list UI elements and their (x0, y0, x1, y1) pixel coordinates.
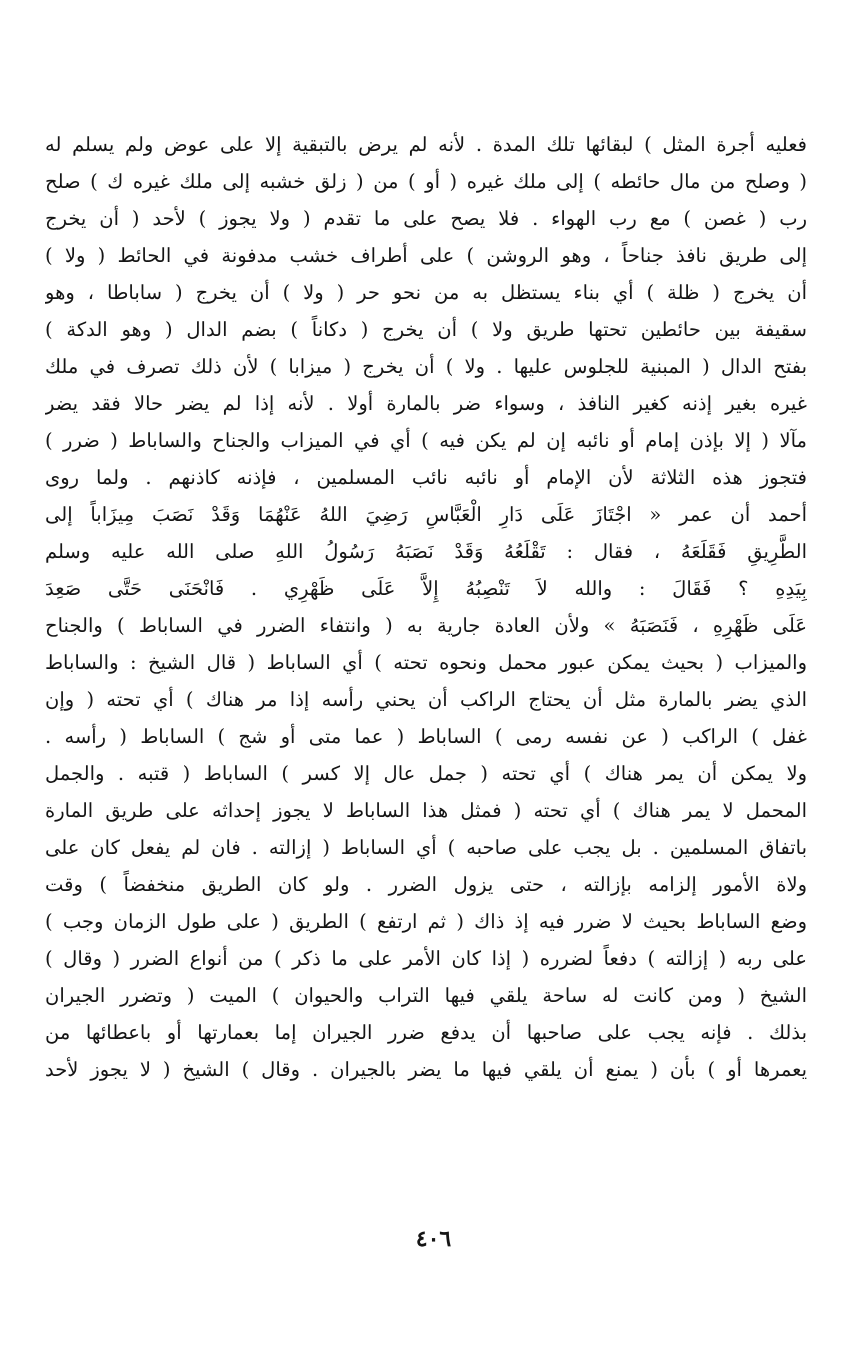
page-number: ٤٠٦ (415, 1226, 452, 1252)
text-line: وضع الساباط بحيث لا ضرر فيه إذ ذاك ( ثم ارتفع ) الطريق ( على طول الزمان وجب ) (45, 910, 807, 933)
text-line: غيره بغير إذنه كغير النافذ ، وسواء ضر بالمارة أولا . لأنه إذا لم يضر حالا فقد يضر (45, 392, 807, 415)
text-line: المحمل لا يمر هناك ) أي تحته ( فمثل هذا الساباط لا يجوز إحداثه على طريق المارة (45, 799, 807, 822)
text-line: باتفاق المسلمين . بل يجب على صاحبه ) أي الساباط ( إزالته . فان لم يفعل كان على (45, 836, 807, 859)
text-line: فتجوز هذه الثلاثة لأن الإمام أو نائبه نائب المسلمين ، فإذنه كاذنهم . ولما روى (45, 466, 807, 489)
text-line: عَلَى ظَهْرِهِ ، فَنَصَبَهُ » ولأن العادة جارية به ( وانتفاء الضرر في الساباط ) والجناح (45, 614, 807, 637)
text-line: إلى طريق نافذ جناحاً ، وهو الروشن ) على أطراف خشب مدفونة في الحائط ( ولا ) (45, 244, 807, 267)
text-line: فعليه أجرة المثل ) لبقائها تلك المدة . لأنه لم يرض بالتبقية إلا على عوض ولم يسلم له (45, 133, 807, 156)
text-line: الطَّرِيقِ فَقَلَعَهُ ، فقال : تَقْلَعُهُ وَقَدْ نَصَبَهُ رَسُولُ اللهِ صلى الله عليه وسلم (45, 540, 807, 563)
text-line: غفل ) الراكب ( عن نفسه رمى ) الساباط ( عما متى أو شج ) الساباط ( رأسه . (45, 725, 807, 748)
text-line: ولاة الأمور إلزامه بإزالته ، حتى يزول الضرر . ولو كان الطريق منخفضاً ) وقت (45, 873, 807, 896)
text-line: رب ( غصن ) مع رب الهواء . فلا يصح على ما تقدم ( ولا يجوز ) لأحد ( أن يخرج (45, 207, 807, 230)
text-line: سقيفة بين حائطين تحتها طريق ولا ) أن يخرج ( دكاناً ) بضم الدال ( وهو الدكة ) (45, 318, 807, 341)
text-line: بفتح الدال ( المبنية للجلوس عليها . ولا ) أن يخرج ( ميزابا ) لأن ذلك تصرف في ملك (45, 355, 807, 378)
text-line: الشيخ ( ومن كانت له ساحة يلقي فيها التراب والحيوان ) الميت ( وتضرر الجيران (45, 984, 807, 1007)
text-line: يعمرها أو ) بأن ( يمنع أن يلقي فيها ما يضر بالجيران . وقال ) الشيخ ( لا يجوز لأحد (45, 1058, 807, 1081)
text-line: والميزاب ( بحيث يمكن عبور محمل ونحوه تحته ) أي الساباط ( قال الشيخ : والساباط (45, 651, 807, 674)
text-line: الذي يضر بالمارة مثل أن يحتاج الراكب أن يحني رأسه إذا مر هناك ) أي تحته ( وإن (45, 688, 807, 711)
text-line: أن يخرج ( ظلة ) أي بناء يستظل به من نحو حر ( ولا ) أن يخرج ( ساباطا ، وهو (45, 281, 807, 304)
text-line: أحمد أن عمر « اجْتَازَ عَلَى دَارِ الْعَبَّاسِ رَضِيَ اللهُ عَنْهُمَا وَقَدْ نَصَبَ مِيزَاباً إلى (45, 503, 807, 526)
text-line: ولا يمكن أن يمر هناك ) أي تحته ( جمل عال إلا كسر ) الساباط ( قتبه . والجمل (45, 762, 807, 785)
text-line: على ربه ( إزالته ) دفعاً لضرره ( إذا كان الأمر على ما ذكر ) من أنواع الضرر ( وقال ) (45, 947, 807, 970)
text-line: بِيَدِهِ ؟ فَقَالَ : والله لاَ تَنْصِبُهُ إِلاَّ عَلَى ظَهْرِي . فَانْحَنَى حَتَّى صَعِدَ (45, 577, 807, 600)
text-line: مآلا ( إلا بإذن إمام أو نائبه إن لم يكن فيه ) أي في الميزاب والجناح والساباط ( ضرر ) (45, 429, 807, 452)
body-text (45, 126, 807, 1088)
text-line: بذلك . فإنه يجب على صاحبها أن يدفع ضرر الجيران إما بعمارتها أو باعطائها من (45, 1021, 807, 1044)
text-line: ( وصلح من مال حائطه ) إلى ملك غيره ( أو ) من ( زلق خشبه إلى ملك غيره ك ) صلح (45, 170, 807, 193)
